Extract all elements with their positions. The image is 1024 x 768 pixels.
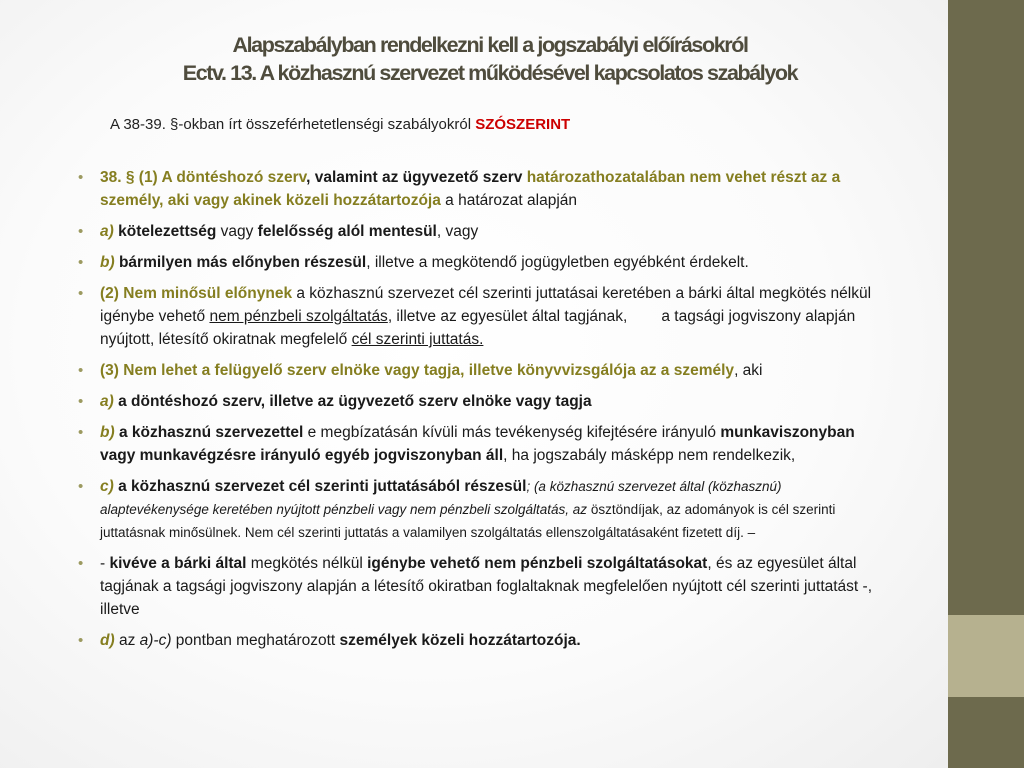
item-text: kötelezettség [118,223,217,240]
item-text: ; (a közhasznú szervezet által (közhasznú) alaptevékenysége keretében nyújtott pénzbeli vagy nem pénzbeli szolgáltatás, az [100,479,782,517]
subtitle-highlight: SZÓSZERINT [475,116,571,133]
bullet-icon: • [78,478,84,495]
list-item [78,629,893,652]
item-text: a)-c) [139,632,172,649]
item-marker: b) [100,424,115,441]
item-text: felelősség alól mentesül [257,223,437,240]
item-text: a határozat alapján [440,192,578,209]
list-item [78,251,893,274]
bullet-icon: • [78,169,84,186]
item-text: , és az egyesület által tagjának a tagsági jogviszony alapján a létesítő okiratban foglaltaknak megfelelően nyújtott cél szerinti juttatást -, illetve [100,555,873,618]
sidebar-band-bottom [948,697,1024,768]
item-text: , aki [734,362,763,379]
item-text: a közhasznú szervezet cél szerinti juttatásából részesül [118,478,527,495]
list-item [78,359,893,382]
list-item [78,220,893,243]
item-marker: d) [100,632,115,649]
bullet-icon: • [78,254,84,271]
item-text: nem pénzbeli szolgáltatás [209,308,388,325]
item-marker: a) [100,393,114,410]
title-line-1: Alapszabályban rendelkezni kell a jogszabályi előírásokról [232,33,748,57]
item-marker: c) [100,478,114,495]
list-item [78,390,893,413]
slide-subtitle [110,116,570,133]
item-text: , valamint az ügyvezető szerv [306,169,523,186]
bullet-icon: • [78,555,84,572]
item-marker: b) [100,254,115,271]
sidebar-band-middle [948,615,1024,697]
list-item [78,282,893,351]
item-text: az [114,632,140,649]
item-text: határozathozatalában nem vehet részt az a személy, aki vagy akinek közeli hozzátartozója [100,169,841,209]
title-line-2: Ectv. 13. A közhasznú szervezet működésével kapcsolatos szabályok [182,61,798,85]
item-text: vagy [216,223,258,240]
item-text: a közhasznú szervezettel [118,424,304,441]
item-text: (2) Nem minősül előnynek [100,285,293,302]
bullet-list [78,166,893,660]
bullet-icon: • [78,393,84,410]
slide-title [40,31,940,87]
item-text: a tagsági jogviszony alapján nyújtott, létesítő okiratnak megfelelő [100,308,856,348]
item-text: , illetve az egyesület által tagjának, [387,308,628,325]
item-text: a döntéshozó szerv, illetve az ügyvezető szerv elnöke vagy tagja [118,393,592,410]
item-text: , vagy [436,223,479,240]
item-text: cél szerinti juttatás. [351,331,484,348]
item-text: ösztöndíjak, az adományok is cél szerinti juttatásnak minősülnek. Nem cél szerinti juttatás a valamilyen szolgáltatás ellenszolgáltatásaként fizetett díj. – [100,502,836,540]
item-text: munkaviszonyban vagy munkavégzésre irányuló egyéb jogviszonyban áll [100,424,855,464]
item-text: e megbízatásán kívüli más tevékenység kifejtésére irányuló [303,424,721,441]
list-item [78,552,893,621]
item-text: , illetve a megkötendő jogügyletben egyébként érdekelt. [366,254,749,271]
item-text: (3) Nem lehet a felügyelő szerv elnöke vagy tagja, illetve könyvvizsgálója az a személy [100,362,735,379]
item-text: , ha jogszabály másképp nem rendelkezik, [503,447,796,464]
bullet-icon: • [78,362,84,379]
item-text: bármilyen más előnyben részesül [118,254,367,271]
bullet-icon: • [78,424,84,441]
item-marker: a) [100,223,114,240]
item-text: 38. § (1) A döntéshozó szerv [100,169,307,186]
item-text: személyek közeli hozzátartozója. [339,632,581,649]
item-text: kivéve a bárki által [109,555,247,572]
item-text: pontban meghatározott [171,632,340,649]
subtitle-text: A 38-39. §-okban írt összeférhetetlenségi szabályokról [110,116,476,133]
list-item [78,421,893,467]
bullet-icon: • [78,632,84,649]
list-item [78,475,893,544]
list-item [78,166,893,212]
item-text: igénybe vehető nem pénzbeli szolgáltatásokat [367,555,708,572]
item-text: - [100,555,110,572]
sidebar-band-top [948,0,1024,615]
bullet-icon: • [78,285,84,302]
bullet-icon: • [78,223,84,240]
item-text: megkötés nélkül [246,555,368,572]
item-text: a közhasznú szervezet cél szerinti juttatásai keretében a bárki által megkötés nélkül igénybe vehető [100,285,872,325]
